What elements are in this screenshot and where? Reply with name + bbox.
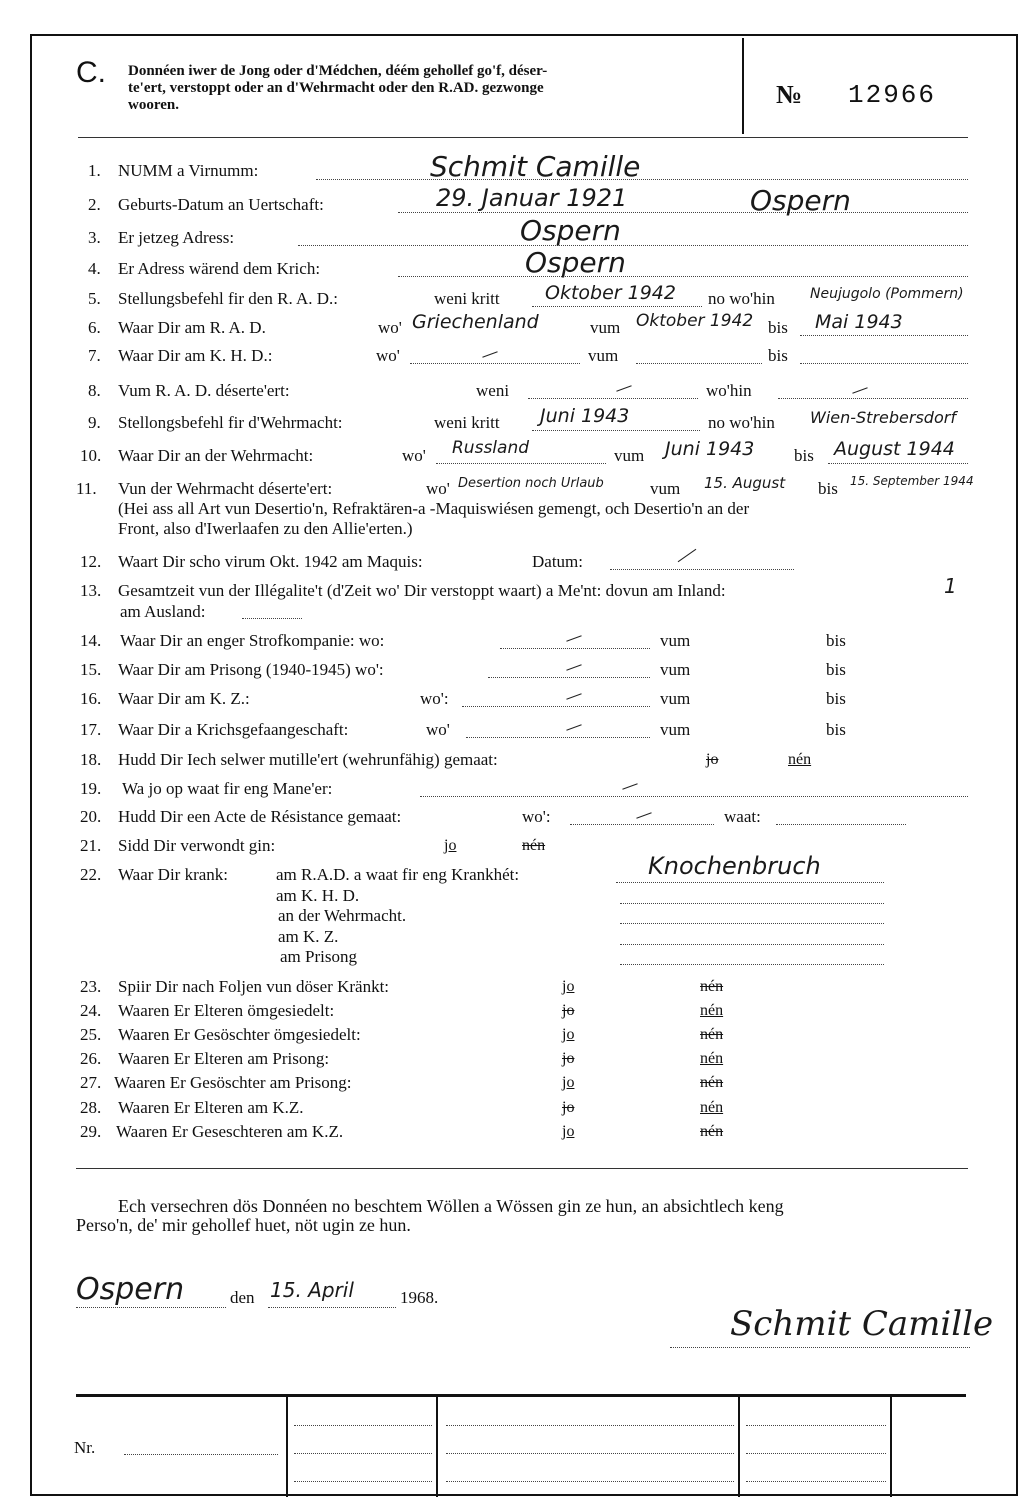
dash-mark (636, 812, 651, 818)
dash-mark (566, 664, 581, 670)
field-label: vum (650, 479, 681, 498)
field-line (398, 275, 968, 277)
row-label: Waar Dir am Prisong (1940-1945) wo': (118, 660, 384, 679)
name-value[interactable]: Schmit Camille (430, 150, 641, 183)
footer-field[interactable] (746, 1452, 886, 1454)
illness-value[interactable]: Knochenbruch (648, 852, 821, 880)
field-line (532, 305, 702, 307)
row-number: 26. (80, 1049, 102, 1068)
dash-mark (852, 387, 867, 393)
row-sublabel: an der Wehrmacht. (278, 906, 407, 925)
option-nen[interactable]: nén (700, 1050, 724, 1067)
rad-order-date-value[interactable]: Oktober 1942 (545, 282, 676, 304)
desertion-place-value[interactable]: Desertion noch Urlaub (458, 476, 604, 491)
dash-mark (566, 635, 581, 641)
field-label: no wo'hin (708, 289, 775, 308)
row-label: Waaren Er Elteren am K.Z. (118, 1098, 304, 1117)
row-label: Waaren Er Gesöschter ömgesiedelt: (118, 1025, 361, 1044)
wartime-address-value[interactable]: Ospern (525, 246, 626, 279)
option-jo[interactable]: jo (706, 751, 719, 768)
field-line[interactable] (528, 397, 698, 399)
footer-field[interactable] (294, 1452, 432, 1454)
section-rule (76, 1168, 968, 1169)
row-label: NUMM a Virnumm: (118, 161, 259, 180)
signature-line (670, 1346, 970, 1348)
footer-rule (76, 1394, 966, 1397)
row-number: 4. (88, 259, 101, 278)
row-number: 13. (80, 581, 102, 600)
frame-right (1016, 34, 1018, 1494)
footer-divider (738, 1397, 740, 1497)
dash-mark (622, 783, 637, 789)
field-label: bis (826, 689, 846, 708)
field-label: vum (588, 346, 619, 365)
row-number: 1. (88, 161, 101, 180)
field-label: vum (590, 318, 621, 337)
row-sublabel: am K. Z. (278, 927, 339, 946)
field-line[interactable] (778, 397, 968, 399)
desertion-from-value[interactable]: 15. August (704, 474, 786, 492)
row-number: 10. (80, 446, 102, 465)
field-label: wo': (420, 689, 449, 708)
option-jo[interactable]: jo (562, 978, 575, 995)
field-line[interactable] (610, 568, 794, 570)
option-jo[interactable]: jo (562, 1074, 575, 1091)
header-title-line: te'ert, verstoppt oder an d'Wehrmacht oder den R.AD. gezwonge (128, 80, 544, 96)
row-number: 23. (80, 977, 102, 996)
row-number: 24. (80, 1001, 102, 1020)
row-label: Waar Dir am R. A. D. (118, 318, 266, 337)
field-label: bis (826, 720, 846, 739)
frame-left (30, 34, 32, 1494)
row-number: 2. (88, 195, 101, 214)
row-label: Gesamtzeit vun der Illégalite't (d'Zeit wo' Dir verstoppt waart) a Me'nt: dovun am Inland: (118, 581, 726, 600)
option-nen[interactable]: nén (522, 837, 546, 854)
field-line[interactable] (466, 736, 650, 738)
footer-field[interactable] (746, 1480, 886, 1482)
header-rule (78, 137, 968, 138)
row-number: 22. (80, 865, 102, 884)
birth-date-value[interactable]: 29. Januar 1921 (436, 184, 628, 212)
row-number: 29. (80, 1122, 102, 1141)
option-jo[interactable]: jo (562, 1026, 575, 1043)
row-label: Hudd Dir een Acte de Résistance gemaat: (118, 807, 402, 826)
inland-months-value[interactable]: 1 (944, 574, 957, 598)
nr-label: Nr. (74, 1438, 96, 1457)
field-label: bis (768, 346, 788, 365)
field-label: wo' (376, 346, 400, 365)
field-label: wo' (378, 318, 402, 337)
row-label: Waar Dir am K. H. D.: (118, 346, 273, 365)
field-label: bis (818, 479, 838, 498)
option-nen[interactable]: nén (700, 1099, 724, 1116)
row-number: 25. (80, 1025, 102, 1044)
field-line[interactable] (776, 823, 906, 825)
option-nen[interactable]: nén (700, 1074, 724, 1091)
option-jo[interactable]: jo (562, 1050, 575, 1067)
nr-field[interactable] (124, 1453, 278, 1455)
rad-from-value[interactable]: Oktober 1942 (636, 311, 754, 331)
row-label: Waar Dir a Krichsgefaangeschaft: (118, 720, 349, 739)
field-line (800, 334, 968, 336)
row-number: 21. (80, 836, 102, 855)
field-line (76, 1306, 226, 1308)
rad-to-value[interactable]: Mai 1943 (815, 311, 903, 333)
dash-mark (482, 351, 497, 357)
field-label: weni kritt (434, 413, 500, 432)
row-number: 6. (88, 318, 101, 337)
row-number: 5. (88, 289, 101, 308)
field-label: bis (826, 631, 846, 650)
field-label: Datum: (532, 552, 583, 571)
field-label: vum (660, 631, 691, 650)
field-line[interactable] (636, 362, 762, 364)
field-label: wo': (522, 807, 551, 826)
field-label: wo'hin (706, 381, 752, 400)
field-label: vum (660, 660, 691, 679)
field-label: bis (826, 660, 846, 679)
footer-field[interactable] (446, 1452, 734, 1454)
row-number: 27. (80, 1073, 102, 1092)
dash-mark (616, 385, 631, 391)
field-line (268, 1306, 396, 1308)
row-number: 18. (80, 750, 102, 769)
row-number: 11. (76, 479, 97, 498)
row-label: Waart Dir scho virum Okt. 1942 am Maquis: (118, 552, 423, 571)
field-label: am Ausland: (120, 602, 206, 621)
dash-mark (566, 693, 581, 699)
row-number: 14. (80, 631, 102, 650)
declaration-text: Ech versechren dös Donnéen no beschtem Wöllen a Wössen gin ze hun, an absichtlech keng (118, 1196, 784, 1216)
field-line[interactable] (620, 902, 884, 904)
field-line (532, 429, 700, 431)
field-label: wo' (426, 479, 450, 498)
row-label: Waaren Er Elteren ömgesiedelt: (118, 1001, 335, 1020)
row-sublabel: am K. H. D. (276, 886, 360, 905)
field-line (298, 244, 968, 246)
field-line[interactable] (620, 963, 884, 965)
row-label: Waaren Er Geseschteren am K.Z. (116, 1122, 344, 1141)
wehrmacht-to-value[interactable]: August 1944 (834, 438, 955, 460)
field-line[interactable] (242, 617, 302, 619)
field-label: weni (476, 381, 510, 400)
signing-date-value[interactable]: 15. April (270, 1278, 354, 1302)
row-label: Vum R. A. D. déserte'ert: (118, 381, 290, 400)
footer-field[interactable] (746, 1424, 886, 1426)
field-label: vum (660, 689, 691, 708)
row-label: Vun der Wehrmacht déserte'ert: (118, 479, 333, 498)
field-line[interactable] (800, 362, 968, 364)
row-number: 19. (80, 779, 102, 798)
form-number: 12966 (848, 80, 937, 110)
field-line[interactable] (570, 823, 714, 825)
field-label: vum (660, 720, 691, 739)
header-divider (742, 38, 744, 134)
row-label: Er Adress wärend dem Krich: (118, 259, 321, 278)
field-label: wo' (402, 446, 426, 465)
field-line[interactable] (620, 943, 884, 945)
option-nen[interactable]: nén (788, 751, 812, 768)
option-jo[interactable]: jo (562, 1002, 575, 1019)
option-nen[interactable]: nén (700, 1026, 724, 1043)
footer-divider (286, 1397, 288, 1497)
row-label: Wa jo op waat fir eng Mane'er: (122, 779, 333, 798)
field-label: waat: (724, 807, 761, 826)
section-letter: C. (76, 56, 106, 89)
row-label: Waar Dir an enger Strofkompanie: wo: (120, 631, 385, 650)
birth-place-value[interactable]: Ospern (750, 184, 851, 217)
row-number: 12. (80, 552, 102, 571)
field-line (436, 462, 606, 464)
row-label: Geburts-Datum an Uertschaft: (118, 195, 324, 214)
footer-field[interactable] (294, 1424, 432, 1426)
row-number: 15. (80, 660, 102, 679)
row-label: Sidd Dir verwondt gin: (118, 836, 276, 855)
desertion-to-value[interactable]: 15. September 1944 (850, 474, 974, 488)
footer-field[interactable] (294, 1480, 432, 1482)
field-line[interactable] (500, 647, 650, 649)
row-label: Waaren Er Gesöschter am Prisong: (114, 1073, 352, 1092)
wehrmacht-order-date-value[interactable]: Juni 1943 (540, 405, 630, 427)
rad-place-value[interactable]: Griechenland (412, 311, 539, 333)
rad-order-place-value[interactable]: Neujugolo (Pommern) (810, 286, 964, 302)
field-label: weni kritt (434, 289, 500, 308)
row-note: (Hei ass all Art vun Desertio'n, Refraktären-a -Maquiswiésen gemengt, och Desertio'n an der (118, 499, 750, 518)
frame-top (30, 34, 1018, 36)
field-line[interactable] (420, 795, 968, 797)
option-nen[interactable]: nén (700, 978, 724, 995)
dash-mark (678, 549, 697, 562)
signature: Schmit Camille (730, 1304, 994, 1344)
field-label: bis (794, 446, 814, 465)
option-nen[interactable]: nén (700, 1002, 724, 1019)
footer-field[interactable] (446, 1424, 734, 1426)
option-nen[interactable]: nén (700, 1123, 724, 1140)
footer-divider (890, 1397, 892, 1497)
current-address-value[interactable]: Ospern (520, 214, 621, 247)
row-label: Waar Dir am K. Z.: (118, 689, 250, 708)
option-jo[interactable]: jo (444, 837, 457, 854)
field-label: no wo'hin (708, 413, 775, 432)
option-jo[interactable]: jo (562, 1099, 575, 1116)
field-line (828, 462, 968, 464)
row-label: Spiir Dir nach Foljen vun döser Kränkt: (118, 977, 390, 996)
footer-divider (436, 1397, 438, 1497)
row-number: 20. (80, 807, 102, 826)
field-line[interactable] (462, 705, 650, 707)
wehrmacht-from-value[interactable]: Juni 1943 (665, 438, 755, 460)
row-number: 28. (80, 1098, 102, 1117)
row-number: 17. (80, 720, 102, 739)
field-label: vum (614, 446, 645, 465)
row-label: Stellongsbefehl fir d'Wehrmacht: (118, 413, 343, 432)
row-note: Front, also d'Iwerlaafen zu den Allie'erten.) (118, 519, 413, 538)
row-sublabel: am R.A.D. a waat fir eng Krankhét: (276, 865, 520, 884)
frame-bottom (30, 1494, 1018, 1496)
row-number: 16. (80, 689, 102, 708)
row-label: Er jetzeg Adress: (118, 228, 235, 247)
field-label: den (230, 1288, 255, 1307)
row-number: 8. (88, 381, 101, 400)
wehrmacht-order-place-value[interactable]: Wien-Strebersdorf (810, 408, 956, 427)
field-label: wo' (426, 720, 450, 739)
name-field-line (316, 178, 968, 180)
number-sign: № (776, 80, 803, 109)
row-number: 9. (88, 413, 101, 432)
signing-place-value[interactable]: Ospern (76, 1272, 185, 1307)
row-label: Stellungsbefehl fir den R. A. D.: (118, 289, 339, 308)
header-title (128, 63, 547, 114)
declaration-text: Perso'n, de' mir gehollef huet, nöt ugin ze hun. (76, 1215, 411, 1235)
field-label: bis (768, 318, 788, 337)
row-sublabel: am Prisong (280, 947, 357, 966)
dash-mark (566, 724, 581, 730)
field-line[interactable] (488, 676, 650, 678)
field-line[interactable] (620, 922, 884, 924)
option-jo[interactable]: jo (562, 1123, 575, 1140)
header-title-line: Donnéen iwer de Jong oder d'Médchen, déém gehollef go'f, déser- (128, 63, 548, 79)
field-line[interactable] (410, 362, 580, 364)
footer-field[interactable] (446, 1480, 734, 1482)
row-label: Waar Dir krank: (118, 865, 229, 884)
field-line (616, 881, 884, 883)
row-number: 3. (88, 228, 101, 247)
row-label: Hudd Dir Iech selwer mutille'ert (wehrunfähig) gemaat: (118, 750, 498, 769)
signing-year: 1968. (400, 1288, 439, 1307)
row-label: Waar Dir an der Wehrmacht: (118, 446, 314, 465)
wehrmacht-place-value[interactable]: Russland (452, 438, 530, 458)
row-label: Waaren Er Elteren am Prisong: (118, 1049, 330, 1068)
row-number: 7. (88, 346, 101, 365)
header-title-line: wooren. (128, 97, 179, 113)
